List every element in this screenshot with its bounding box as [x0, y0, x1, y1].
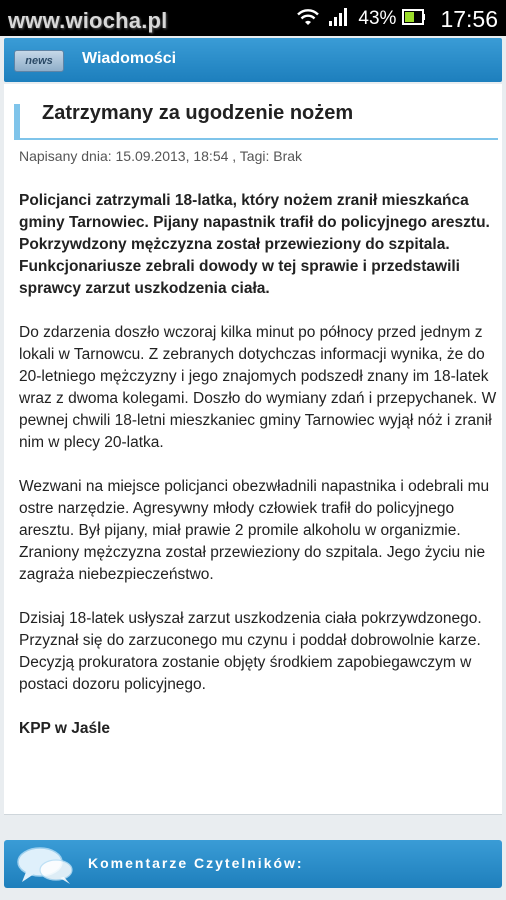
- status-icons: [296, 6, 498, 32]
- battery-percent: 43%: [358, 8, 397, 29]
- comments-header[interactable]: [4, 840, 502, 888]
- speech-bubbles-icon: [14, 844, 76, 891]
- article-paragraph: Do zdarzenia doszło wczoraj kilka minut po północy przed jednym z lokali w Tarnowcu. Z zebranych dotychczas informacji wynika, że do 20-letniego mężczyzny i jego znajomych podszedł znany im 18-latek wraz z dwoma kolegami. Doszło do wymiany zdań i przepychanek. W pewnej chwili 18-letni mieszkaniec gminy Tarnowiec wyjął nóż i zranił nim w plecy 20-latka.: [19, 324, 497, 451]
- article-signature: KPP w Jaśle: [19, 720, 111, 737]
- battery-icon: [402, 8, 426, 31]
- title-accent-bar: [14, 104, 20, 138]
- article-meta: Napisany dnia: 15.09.2013, 18:54 , Tagi: Brak: [19, 148, 303, 164]
- news-badge[interactable]: news: [14, 50, 64, 72]
- article-paragraph: Dzisiaj 18-latek usłyszał zarzut uszkodzenia ciała pokrzywdzonego. Przyznał się do zarzuconego mu czynu i poddał dobrowolnie karze. Decyzją prokuratora zostanie objęty środkiem zapobiegawczym w postaci dozoru policyjnego.: [19, 610, 482, 693]
- wifi-icon: [296, 7, 320, 32]
- article-paragraph: Wezwani na miejsce policjanci obezwładnili napastnika i odebrali mu ostre narzędzie. Agresywny młody człowiek trafił do policyjnego aresztu. Był pijany, miał prawie 2 promile alkoholu w organizmie. Zraniony mężczyzna został przewieziony do szpitala. Jego życiu nie zagraża niebezpieczeństwo.: [19, 478, 490, 583]
- article-card: [4, 84, 502, 815]
- article-body: [19, 190, 497, 762]
- section-header: [4, 38, 502, 82]
- comments-title: Komentarze Czytelników:: [88, 855, 304, 871]
- signal-icon: [328, 7, 350, 32]
- section-title[interactable]: Wiadomości: [82, 50, 177, 67]
- article-lead: Policjanci zatrzymali 18-latka, który nożem zranił mieszkańca gminy Tarnowiec. Pijany napastnik trafił do policyjnego aresztu. Pokrzywdzony mężczyzna został przewieziony do szpitala. Funkcjonariusze zebrali dowody w tej sprawie i przedstawili sprawcy zarzut uszkodzenia ciała.: [19, 192, 490, 297]
- title-divider: [14, 138, 498, 140]
- status-bar: [0, 0, 506, 36]
- clock: 17:56: [440, 5, 498, 32]
- article-title: Zatrzymany za ugodzenie nożem: [42, 102, 354, 124]
- watermark: www.wiocha.pl: [8, 8, 168, 33]
